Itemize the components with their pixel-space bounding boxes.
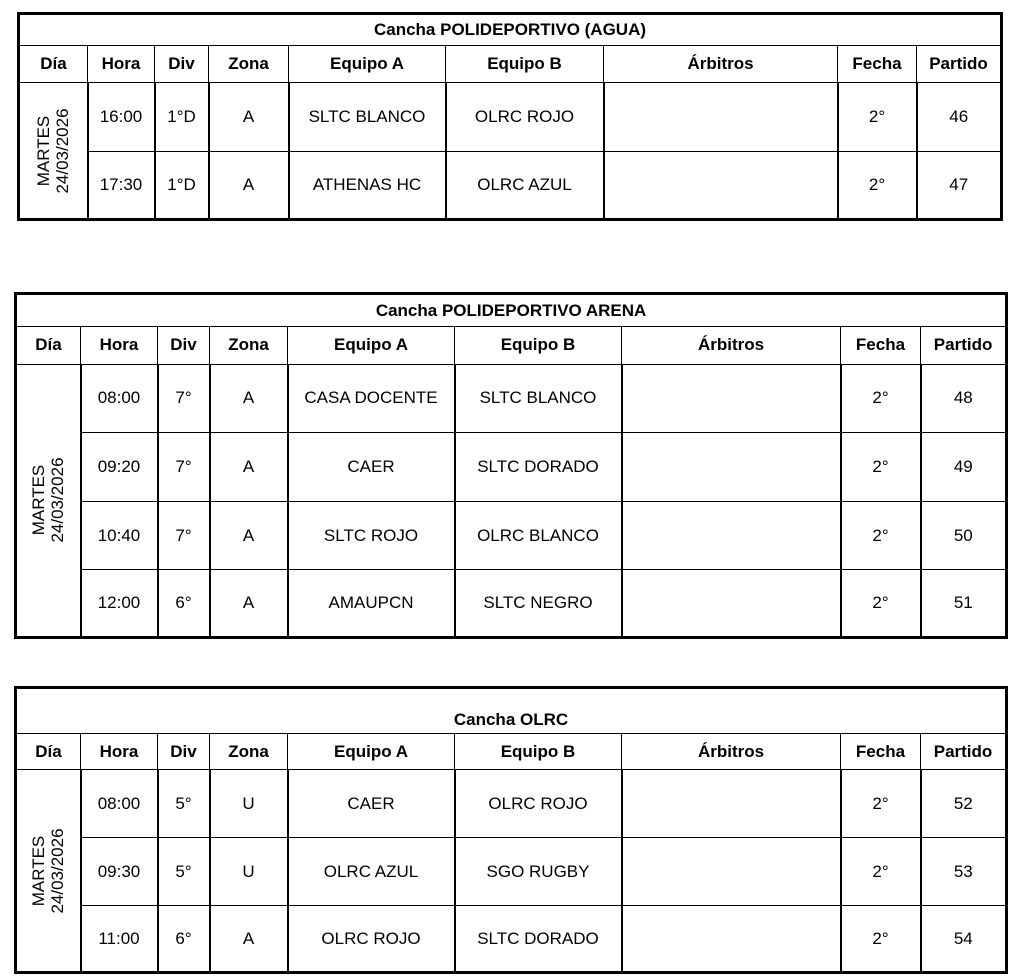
court-table-olrc <box>14 686 1008 974</box>
cell-equipo-a: CAER <box>288 433 455 502</box>
cell-arbitros <box>622 906 841 973</box>
court-title <box>16 688 1007 734</box>
table-row <box>16 906 1007 973</box>
col-header-partido: Partido <box>921 734 1007 770</box>
cell-partido: 47 <box>917 152 1002 220</box>
cell-partido: 54 <box>921 906 1007 973</box>
court-title-row <box>16 688 1007 734</box>
table-row <box>16 770 1007 838</box>
col-header-div: Div <box>158 734 210 770</box>
cell-div: 6° <box>158 906 210 973</box>
cell-zona: A <box>209 83 289 152</box>
cell-partido: 51 <box>921 570 1007 638</box>
cell-equipo-b: SLTC DORADO <box>455 906 622 973</box>
col-header-fecha: Fecha <box>838 46 917 83</box>
col-header-dia: Día <box>16 327 81 364</box>
cell-fecha: 2° <box>841 433 921 502</box>
cell-partido: 46 <box>917 83 1002 152</box>
court-title-name: OLRC <box>520 710 569 729</box>
table-row <box>16 838 1007 906</box>
col-header-dia: Día <box>19 46 88 83</box>
cell-zona: U <box>210 838 288 906</box>
cell-equipo-a: SLTC BLANCO <box>289 83 446 152</box>
col-header-equipo-a: Equipo A <box>288 327 455 364</box>
cell-hora: 08:00 <box>81 770 158 838</box>
cell-div: 7° <box>158 364 210 433</box>
col-header-hora: Hora <box>81 327 158 364</box>
cell-fecha: 2° <box>841 364 921 433</box>
table-row <box>16 364 1007 433</box>
col-header-arbitros: Árbitros <box>622 327 841 364</box>
col-header-arbitros: Árbitros <box>604 46 838 83</box>
cell-hora: 09:30 <box>81 838 158 906</box>
court-title-prefix: Cancha <box>373 20 436 40</box>
column-header-row <box>16 734 1007 770</box>
cell-arbitros <box>622 570 841 638</box>
col-header-fecha: Fecha <box>841 327 921 364</box>
col-header-zona: Zona <box>210 734 288 770</box>
cell-equipo-b: SLTC DORADO <box>455 433 622 502</box>
cell-arbitros <box>622 364 841 433</box>
court-title-name: POLIDEPORTIVO ARENA <box>441 300 647 320</box>
cell-partido: 49 <box>921 433 1007 502</box>
cell-zona: A <box>210 364 288 433</box>
cell-div: 5° <box>158 770 210 838</box>
cell-equipo-a: SLTC ROJO <box>288 501 455 570</box>
cell-zona: U <box>210 770 288 838</box>
cell-fecha: 2° <box>838 152 917 220</box>
cell-div: 7° <box>158 501 210 570</box>
col-header-dia: Día <box>16 734 81 770</box>
cell-partido: 50 <box>921 501 1007 570</box>
court-title-name: POLIDEPORTIVO (AGUA) <box>440 20 647 40</box>
cell-hora: 09:20 <box>81 433 158 502</box>
cell-fecha: 2° <box>841 570 921 638</box>
cell-zona: A <box>210 906 288 973</box>
cell-hora: 10:40 <box>81 501 158 570</box>
day-cell <box>19 83 88 220</box>
col-header-equipo-b: Equipo B <box>455 734 622 770</box>
day-name: MARTES <box>29 835 49 906</box>
cell-equipo-b: SLTC NEGRO <box>455 570 622 638</box>
cell-hora: 16:00 <box>88 83 155 152</box>
day-label <box>29 458 67 543</box>
cell-hora: 12:00 <box>81 570 158 638</box>
col-header-equipo-a: Equipo A <box>288 734 455 770</box>
cell-div: 6° <box>158 570 210 638</box>
cell-hora: 17:30 <box>88 152 155 220</box>
cell-div: 1°D <box>155 83 209 152</box>
col-header-partido: Partido <box>921 327 1007 364</box>
table-row <box>16 501 1007 570</box>
cell-equipo-b: OLRC ROJO <box>446 83 604 152</box>
column-header-row <box>16 327 1007 364</box>
cell-div: 5° <box>158 838 210 906</box>
court-title-prefix: Cancha <box>453 710 516 729</box>
cell-partido: 52 <box>921 770 1007 838</box>
table-row <box>16 570 1007 638</box>
col-header-zona: Zona <box>209 46 289 83</box>
col-header-arbitros: Árbitros <box>622 734 841 770</box>
col-header-fecha: Fecha <box>841 734 921 770</box>
cell-equipo-b: OLRC AZUL <box>446 152 604 220</box>
cell-equipo-a: CAER <box>288 770 455 838</box>
cell-fecha: 2° <box>841 501 921 570</box>
col-header-equipo-b: Equipo B <box>455 327 622 364</box>
cell-arbitros <box>604 152 838 220</box>
cell-fecha: 2° <box>841 838 921 906</box>
day-label <box>34 108 72 193</box>
cell-zona: A <box>210 570 288 638</box>
cell-equipo-b: OLRC BLANCO <box>455 501 622 570</box>
cell-equipo-a: CASA DOCENTE <box>288 364 455 433</box>
court-title-row <box>16 294 1007 327</box>
col-header-div: Div <box>155 46 209 83</box>
cell-fecha: 2° <box>841 770 921 838</box>
cell-equipo-a: AMAUPCN <box>288 570 455 638</box>
col-header-partido: Partido <box>917 46 1002 83</box>
day-cell <box>16 770 81 973</box>
cell-partido: 53 <box>921 838 1007 906</box>
day-date: 24/03/2026 <box>53 107 73 194</box>
column-header-row <box>19 46 1002 83</box>
day-name: MARTES <box>34 115 54 186</box>
court-table-polideportivo-arena <box>14 292 1008 639</box>
cell-equipo-b: SLTC BLANCO <box>455 364 622 433</box>
table-row <box>16 433 1007 502</box>
court-table-polideportivo-agua <box>17 12 1003 221</box>
col-header-hora: Hora <box>88 46 155 83</box>
court-title-prefix: Cancha <box>375 300 438 320</box>
cell-partido: 48 <box>921 364 1007 433</box>
col-header-div: Div <box>158 327 210 364</box>
day-date: 24/03/2026 <box>48 457 68 543</box>
cell-div: 7° <box>158 433 210 502</box>
table-row <box>19 152 1002 220</box>
cell-arbitros <box>622 838 841 906</box>
day-cell <box>16 364 81 637</box>
cell-zona: A <box>209 152 289 220</box>
col-header-equipo-a: Equipo A <box>289 46 446 83</box>
court-title-row <box>19 14 1002 46</box>
cell-hora: 08:00 <box>81 364 158 433</box>
day-label <box>29 828 67 913</box>
col-header-equipo-b: Equipo B <box>446 46 604 83</box>
cell-div: 1°D <box>155 152 209 220</box>
cell-arbitros <box>604 83 838 152</box>
cell-arbitros <box>622 770 841 838</box>
court-title <box>19 14 1002 46</box>
cell-equipo-a: OLRC ROJO <box>288 906 455 973</box>
cell-zona: A <box>210 501 288 570</box>
col-header-zona: Zona <box>210 327 288 364</box>
table-row <box>19 83 1002 152</box>
day-date: 24/03/2026 <box>48 827 68 914</box>
cell-equipo-a: ATHENAS HC <box>289 152 446 220</box>
court-title <box>16 294 1007 327</box>
cell-arbitros <box>622 433 841 502</box>
cell-fecha: 2° <box>838 83 917 152</box>
cell-arbitros <box>622 501 841 570</box>
day-name: MARTES <box>29 465 49 536</box>
cell-equipo-b: OLRC ROJO <box>455 770 622 838</box>
col-header-hora: Hora <box>81 734 158 770</box>
cell-equipo-a: OLRC AZUL <box>288 838 455 906</box>
cell-zona: A <box>210 433 288 502</box>
cell-hora: 11:00 <box>81 906 158 973</box>
cell-equipo-b: SGO RUGBY <box>455 838 622 906</box>
cell-fecha: 2° <box>841 906 921 973</box>
